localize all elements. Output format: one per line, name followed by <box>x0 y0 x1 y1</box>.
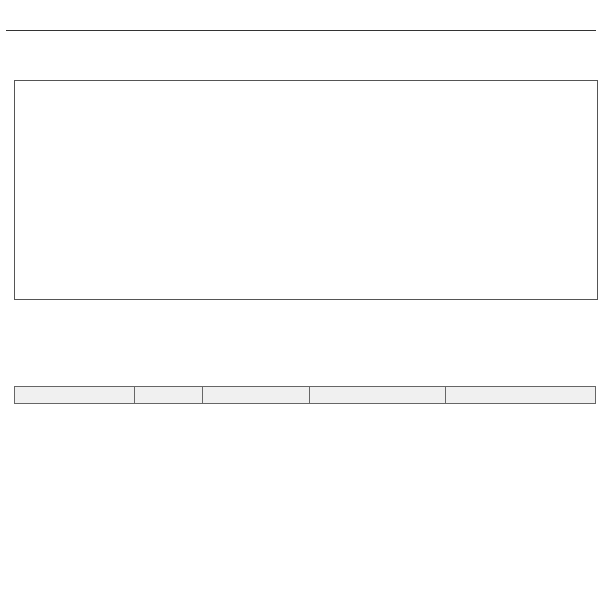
col-terminal <box>15 387 135 404</box>
col-wire-color <box>134 387 202 404</box>
col-spec <box>446 387 596 404</box>
col-description <box>202 387 310 404</box>
page-header <box>0 0 602 34</box>
col-condition <box>310 387 446 404</box>
connector-drawing <box>15 81 597 299</box>
table-header-row <box>15 387 596 404</box>
ecm-connector-diagram <box>14 80 598 300</box>
header-rule <box>6 30 596 31</box>
terminal-table <box>14 386 596 404</box>
